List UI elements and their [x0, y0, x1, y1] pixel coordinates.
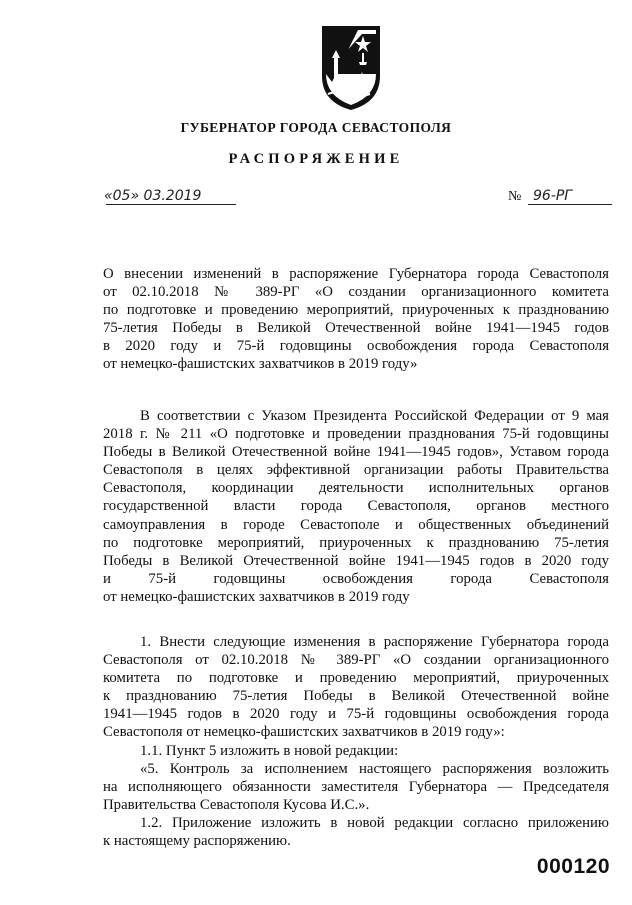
issuer-title: ГУБЕРНАТОР ГОРОДА СЕВАСТОПОЛЯ	[180, 120, 452, 135]
text-line: 1.2. Приложение изложить в новой редакции согласно приложению	[140, 814, 609, 831]
text-line: В соответствии с Указом Президента Российской Федерации от 9 мая	[140, 408, 609, 424]
text-line: на исполняющего обязанности заместителя Губернатора — Председателя	[103, 778, 609, 795]
document-number	[508, 188, 612, 206]
text-line: комитета по подготовке и проведению мероприятий, приуроченных	[103, 670, 609, 687]
text-line: и 75-й годовщины освобождения города Севастополя	[103, 570, 609, 587]
number-label: №	[508, 189, 522, 204]
text-line: 1941—1945 годов в 2020 году и 75-й годовщины освобождения города	[103, 706, 609, 723]
text-line: от 02.10.2018 № 389-РГ «О создании организационного комитета	[103, 284, 609, 301]
text-line: от немецко-фашистских захватчиков в 2019 году	[103, 588, 410, 605]
text-line: Севастополя, координации деятельности исполнительных органов	[103, 480, 609, 497]
sevastopol-coat-of-arms-icon	[318, 22, 384, 112]
text-line: О внесении изменений в распоряжение Губернатора города Севастополя	[103, 266, 609, 282]
text-line: по подготовке и проведению мероприятий, приуроченных к празднованию	[103, 302, 609, 319]
text-line: 75-летия Победы в Великой Отечественной войне 1941—1945 годов	[103, 320, 609, 337]
text-line: в 2020 году и 75-й годовщины освобождения города Севастополя	[103, 338, 609, 355]
text-line: Севастополя от 02.10.2018 № 389-РГ «О создании организационного	[103, 652, 609, 669]
handwritten-date: «05» 03.2019	[104, 188, 202, 204]
text-line: к празднованию 75-летия Победы в Великой Отечественной войне	[103, 688, 609, 705]
text-line: по подготовке мероприятий, приуроченных к празднованию 75-летия	[103, 534, 609, 551]
text-line: от немецко-фашистских захватчиков в 2019 году»	[103, 356, 418, 373]
document-type: РАСПОРЯЖЕНИЕ	[228, 151, 404, 167]
text-line: Победы в Великой Отечественной войне 1941—1945 годов», Уставом города	[103, 444, 609, 461]
handwritten-number: 96-РГ	[533, 188, 573, 204]
document-date	[104, 188, 236, 206]
text-line: государственной власти города Севастополя, органов местного	[103, 498, 609, 515]
serial-number: 000120	[536, 855, 610, 878]
text-line: самоуправления в городе Севастополе и общественных объединений	[103, 516, 609, 533]
text-line: 1. Внести следующие изменения в распоряжение Губернатора города	[140, 634, 609, 650]
text-line: Победы в Великой Отечественной войне 1941—1945 годов в 2020 году	[103, 552, 609, 569]
text-line: Севастополя в целях эффективной организации работы Правительства	[103, 462, 609, 479]
text-line: 1.1. Пункт 5 изложить в новой редакции:	[140, 742, 399, 759]
subject-paragraph	[103, 265, 609, 374]
text-line: Правительства Севастополя Кусова И.С.».	[103, 796, 370, 813]
text-line: «5. Контроль за исполнением настоящего распоряжения возложить	[140, 760, 609, 777]
text-line: 2018 г. № 211 «О подготовке и проведении празднования 75-й годовщины	[103, 426, 609, 443]
items-paragraph	[103, 633, 609, 850]
text-line: к настоящему распоряжению.	[103, 833, 291, 850]
basis-paragraph	[103, 407, 609, 606]
text-line: Севастополя от немецко-фашистских захватчиков в 2019 году»:	[103, 724, 505, 741]
